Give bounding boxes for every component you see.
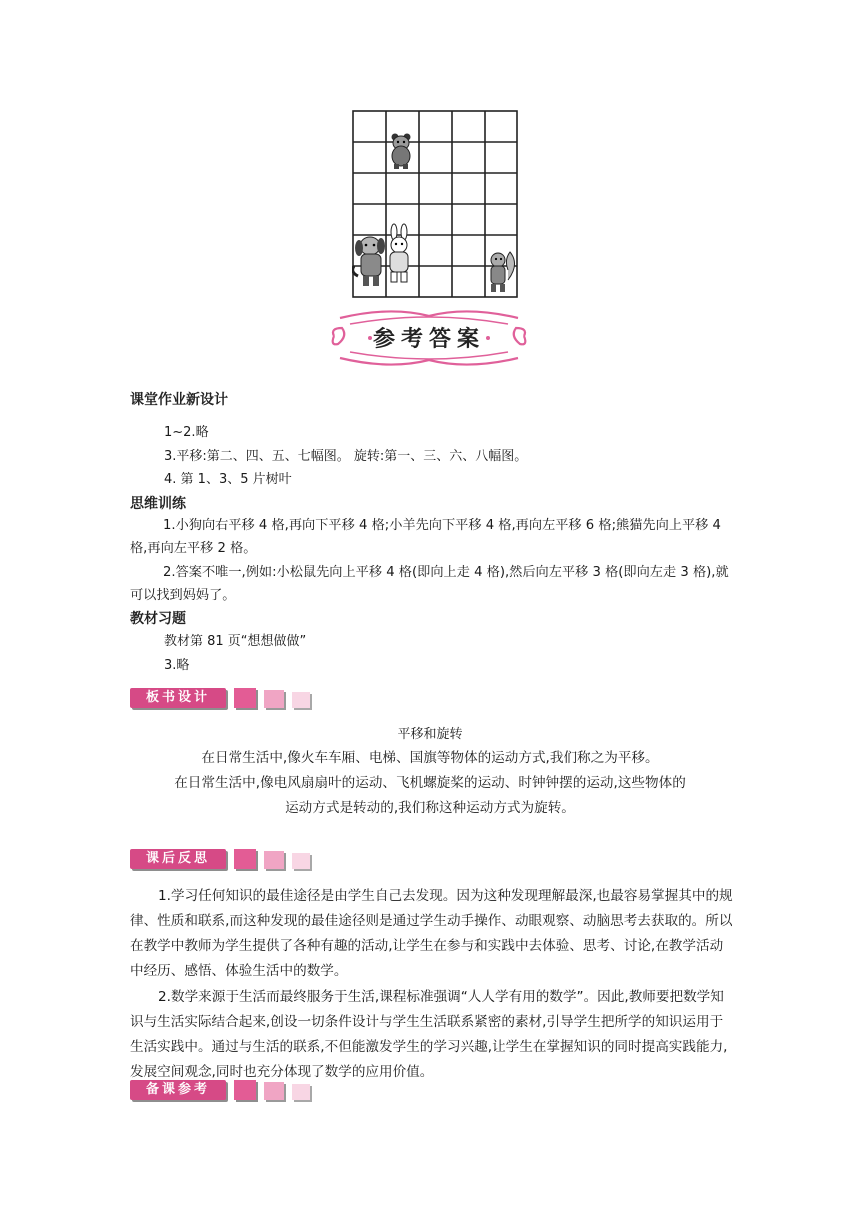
tag-square (292, 853, 310, 869)
textbook-heading: 教材习题 (130, 611, 186, 627)
textbook-line-1: 教材第 81 页“想想做做” (164, 634, 307, 649)
tag-square (292, 692, 310, 708)
reference-tag (130, 1080, 320, 1102)
tag-square (234, 849, 256, 869)
textbook-line-2: 3.略 (164, 658, 190, 673)
squirrel-icon (491, 252, 515, 292)
dog-icon (353, 237, 385, 286)
board-line-3: 运动方式是转动的,我们称这种运动方式为旋转。 (285, 800, 575, 816)
board-design-tag (130, 688, 320, 710)
reflection-paragraph-1: 1.学习任何知识的最佳途径是由学生自己去发现。因为这种发现理解最深,也最容易掌握其中的规律、性质和联系,而这种发现的最佳途径则是通过学生动手操作、动眼观察、动脑思考去获取的。所以在教学中教师为学生提供了各种有趣的活动,让学生在参与和实践中去体验、思考、讨论,在教学活动中经历、感悟、体验生活中的数学。 (130, 888, 733, 979)
board-line-2: 在日常生活中,像电风扇扇叶的运动、飞机螺旋桨的运动、时钟钟摆的运动,这些物体的 (174, 775, 686, 791)
reference-label: 备课参考 (130, 1080, 226, 1100)
homework-line-2: 3.平移:第二、四、五、七幅图。 旋转:第一、三、六、八幅图。 (164, 449, 528, 464)
tag-square (234, 1080, 256, 1100)
tag-square (264, 851, 284, 869)
tag-square (264, 690, 284, 708)
homework-line-1: 1~2.略 (164, 425, 209, 440)
board-design-label: 板书设计 (130, 688, 226, 708)
panda-icon (392, 134, 411, 170)
thinking-paragraph-2: 2.答案不唯一,例如:小松鼠先向上平移 4 格(即向上走 4 格),然后向左平移 3 格(即向左走 3 格),就可以找到妈妈了。 (130, 565, 729, 603)
thinking-paragraph-1: 1.小狗向右平移 4 格,再向下平移 4 格;小羊先向下平移 4 格,再向左平移 6 格;熊猫先向上平移 4 格,再向左平移 2 格。 (130, 518, 721, 556)
reflection-label: 课后反思 (130, 849, 226, 869)
tag-square (234, 688, 256, 708)
reflection-paragraph-2: 2.数学来源于生活而最终服务于生活,课程标准强调“人人学有用的数学”。因此,教师要把数学知识与生活实际结合起来,创设一切条件设计与学生生活联系紧密的素材,引导学生把所学的知识运用于生活实践中。通过与生活的联系,不但能激发学生的学习兴趣,让学生在掌握知识的同时提高实践能力,发展空间观念,同时也充分体现了数学的应用价值。 (130, 989, 728, 1080)
homework-heading: 课堂作业新设计 (130, 392, 228, 408)
tag-square (264, 1082, 284, 1100)
tag-square (292, 1084, 310, 1100)
board-title: 平移和旋转 (397, 727, 463, 742)
grid-figure (352, 110, 520, 300)
answer-banner (330, 306, 528, 370)
board-line-1: 在日常生活中,像火车车厢、电梯、国旗等物体的运动方式,我们称之为平移。 (201, 750, 659, 766)
reflection-tag (130, 849, 320, 871)
homework-line-3: 4. 第 1、3、5 片树叶 (164, 472, 292, 487)
thinking-heading: 思维训练 (130, 496, 186, 512)
sheep-icon (390, 224, 408, 282)
banner-title: 参考答案 (372, 326, 486, 352)
